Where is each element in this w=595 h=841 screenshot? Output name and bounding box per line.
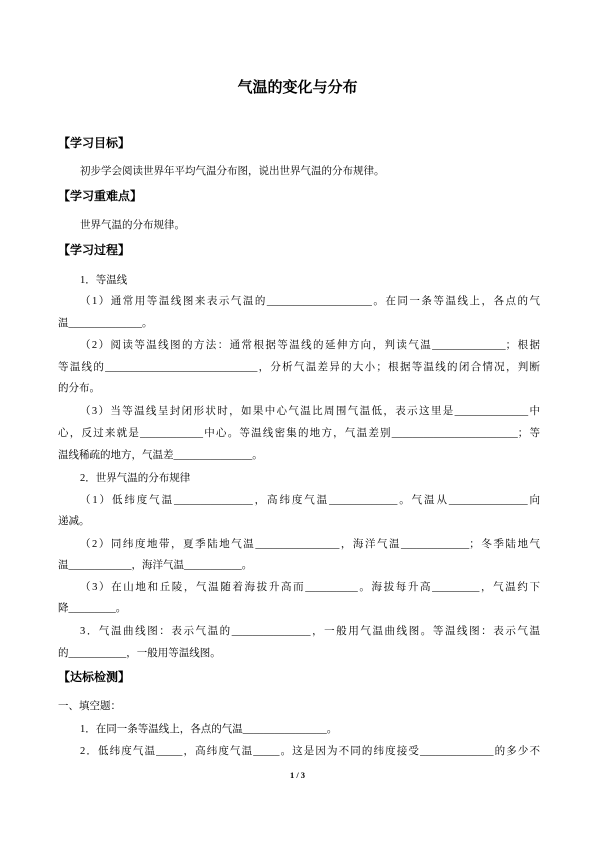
process-line: 的___________，一般用等温线图。 — [58, 648, 221, 659]
process-line: 等温线的_____________________________，分析气温差异的大小；根据等温线的闭合情况，判断 — [58, 362, 540, 373]
assessment-section-label: 一、填空题： — [58, 701, 121, 712]
key-points-text: 世界气温的分布规律。 — [80, 220, 185, 231]
objectives-heading: 【学习目标】 — [58, 136, 131, 150]
process-subheading-isotherm: 1．等温线 — [80, 275, 128, 286]
process-line: （3）在山地和丘陵，气温随着海拔升高而__________。海拔每升高_________，气温约下 — [80, 582, 540, 593]
process-line: （2）同纬度地带，夏季陆地气温________________，海洋气温_____________；冬季陆地气 — [80, 539, 540, 550]
document-title: 气温的变化与分布 — [237, 80, 358, 96]
assessment-heading: 【达标检测】 — [58, 670, 131, 684]
process-line: 温______________。 — [58, 318, 153, 329]
process-line: 的分布。 — [58, 383, 100, 394]
assessment-question: 2．低纬度气温_____，高纬度气温_____。这是因为不同的纬度接受______________的多少不 — [80, 746, 540, 757]
process-line: （2）阅读等温线图的方法：通常根据等温线的延伸方向，判读气温______________；根据 — [80, 340, 540, 351]
process-line: 温____________，海洋气温___________。 — [58, 560, 253, 571]
process-line: 温线稀疏的地方，气温差_______________。 — [58, 450, 263, 461]
page-number: 1 / 3 — [289, 770, 306, 780]
process-line: （3）当等温线呈封闭形状时，如果中心气温比周围气温低，表示这里是______________中 — [80, 406, 540, 417]
process-line: 降_________。 — [58, 603, 127, 614]
key-points-heading: 【学习重难点】 — [58, 189, 143, 203]
process-subheading-distribution: 2．世界气温的分布规律 — [80, 473, 191, 484]
process-line: 心，反过来就是____________中心。等温线密集的地方，气温差别________________________；等 — [58, 428, 540, 439]
process-line: （1）低纬度气温_______________，高纬度气温_____________。气温从_______________向 — [80, 495, 540, 506]
process-line: 递减。 — [58, 516, 90, 527]
assessment-question: 1．在同一条等温线上，各点的气温________________。 — [80, 724, 338, 735]
process-line: （1）通常用等温线图来表示气温的____________________。在同一条等温线上，各点的气 — [80, 296, 540, 307]
process-line: 3．气温曲线图：表示气温的_______________，一般用气温曲线图。等温线图：表示气温 — [80, 626, 540, 637]
process-heading: 【学习过程】 — [58, 243, 131, 257]
objectives-text: 初步学会阅读世界年平均气温分布图，说出世界气温的分布规律。 — [80, 166, 385, 177]
